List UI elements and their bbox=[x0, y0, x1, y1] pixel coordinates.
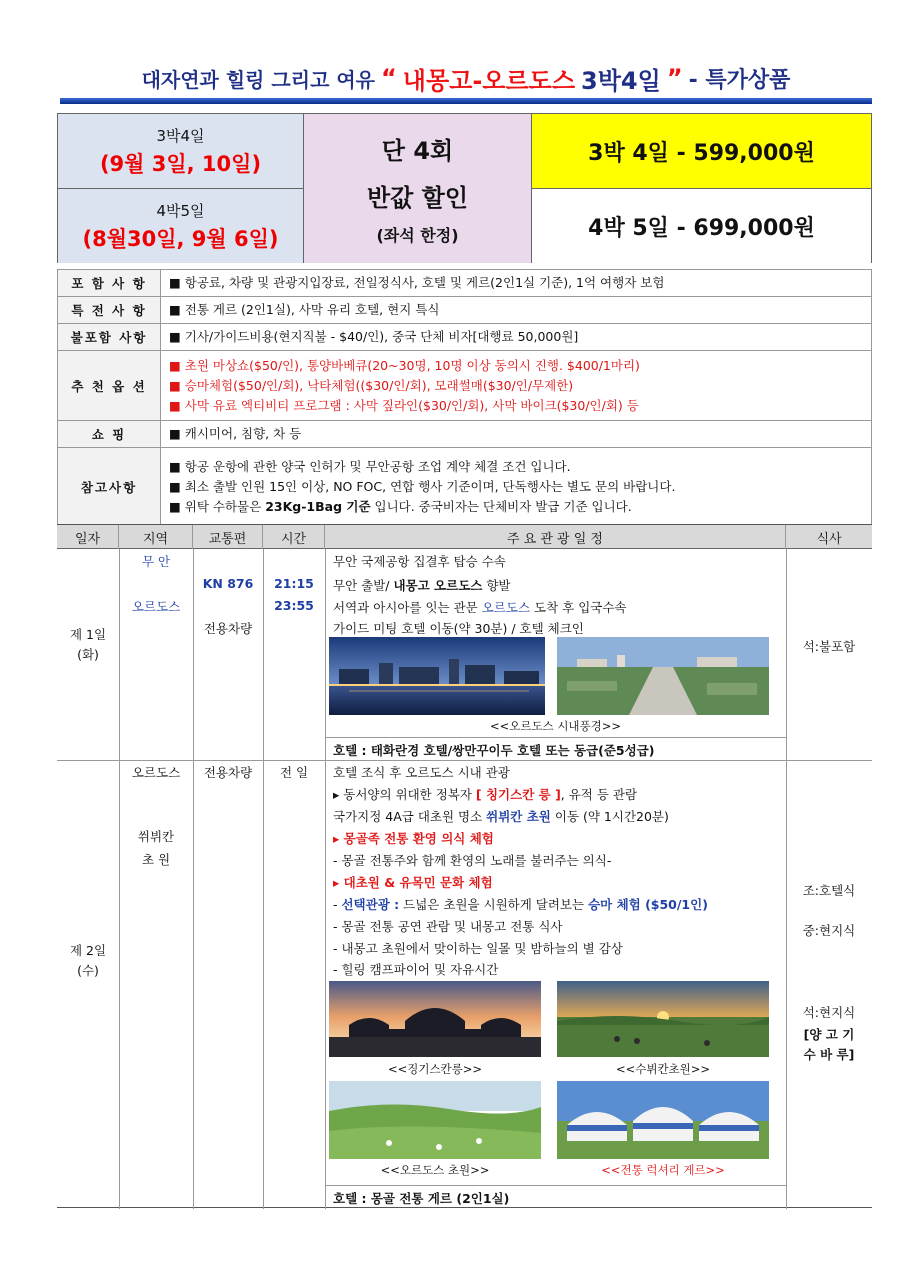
header-transport: 교통편 bbox=[193, 525, 263, 549]
schedule-header bbox=[57, 525, 872, 549]
day1-photo-caption: <<오르도스 시내풍경>> bbox=[489, 719, 622, 733]
hotel-divider bbox=[325, 1185, 786, 1186]
day2-line-3a: 국가지정 4A급 대초원 명소 bbox=[333, 809, 487, 824]
day1-line-3a: 서역과 아시아를 잇는 관문 bbox=[333, 600, 482, 615]
day2-line-3c: 이동 (약 1시간20분) bbox=[550, 809, 669, 824]
day1-region-muan: 무 안 bbox=[141, 554, 171, 569]
day2-line-7d: 승마 체험 ($50/1인) bbox=[588, 897, 708, 912]
header-itinerary: 주 요 관 광 일 정 bbox=[325, 525, 786, 549]
shopping-value: ■ 캐시미어, 침향, 차 등 bbox=[161, 421, 872, 448]
day1-line-4: 가이드 미팅 호텔 이동(약 30분) / 호텔 체크인 bbox=[333, 621, 584, 636]
day2-time: 전 일 bbox=[279, 765, 309, 780]
day2-line-2 bbox=[333, 785, 637, 803]
day1-line-3c: 도착 후 입국수속 bbox=[530, 600, 627, 615]
header-meal: 식사 bbox=[816, 531, 842, 547]
info-row-options bbox=[58, 351, 872, 421]
grassland-sunset-photo bbox=[557, 981, 769, 1057]
day2-region-grassland: 초 원 bbox=[141, 852, 171, 867]
page-title bbox=[60, 58, 872, 98]
day1-dow: (화) bbox=[77, 647, 99, 662]
option-3n4d-dates: (9월 3일, 10일) bbox=[99, 151, 262, 176]
options-label: 추 천 옵 션 bbox=[58, 351, 161, 421]
option-line: ■ 사막 유료 엑티비티 프로그램 : 사막 짚라인($30/인/회), 사막 바이크($30/인/회) 등 bbox=[169, 397, 639, 413]
info-table bbox=[57, 269, 872, 526]
option-4n5d-label: 4박5일 bbox=[156, 201, 205, 220]
title-name: 내몽고-오르도스 bbox=[402, 66, 576, 95]
day1-date: 제 1일 bbox=[69, 627, 107, 642]
ordos-grassland-photo bbox=[329, 1081, 541, 1159]
header-date: 일자 bbox=[57, 525, 119, 549]
price-4n5d bbox=[532, 189, 871, 263]
excluded-value: ■ 기사/가이드비용(현지직불 - $40/인), 중국 단체 비자[대행료 50,000원] bbox=[161, 324, 872, 351]
day1-line-2a: 무안 출발/ bbox=[333, 578, 394, 593]
day2-line-2a: ▸ 동서양의 위대한 정복자 bbox=[333, 787, 476, 802]
included-value: ■ 항공료, 차량 및 관광지입장료, 전일정식사, 호텔 및 게르(2인1실 기준), 1억 여행자 보험 bbox=[161, 270, 872, 297]
genghis-caption: <<징기스칸릉>> bbox=[387, 1062, 483, 1076]
options-value bbox=[161, 351, 872, 421]
day1-line-1: 무안 국제공항 집결후 탑승 수속 bbox=[333, 554, 506, 569]
day2-dow: (수) bbox=[77, 963, 99, 978]
header-region: 지역 bbox=[119, 525, 193, 549]
price-3n4d-text: 3박 4일 - 599,000원 bbox=[588, 140, 815, 166]
column-divider bbox=[325, 549, 326, 1209]
day2-line-2c: , 유적 등 관람 bbox=[560, 787, 638, 802]
special-value: ■ 전통 게르 (2인1실), 사막 유리 호텔, 현지 특식 bbox=[161, 297, 872, 324]
notes-value bbox=[161, 448, 872, 526]
luxury-ger-photo bbox=[557, 1081, 769, 1159]
shopping-label: 쇼 핑 bbox=[58, 421, 161, 448]
day2-region-xiritala: 쒸뷔칸 bbox=[137, 829, 175, 844]
day2-line-3b: 쒸뷔칸 초원 bbox=[486, 809, 551, 824]
day2-line-8: - 몽골 전통 공연 관람 및 내몽고 전통 식사 bbox=[333, 919, 563, 934]
info-row-notes bbox=[58, 448, 872, 526]
header-time: 시간 bbox=[263, 525, 325, 549]
ordos-grassland-caption: <<오르도스 초원>> bbox=[380, 1163, 490, 1177]
hotel-divider bbox=[325, 737, 786, 738]
info-row-excluded bbox=[58, 324, 872, 351]
promo-box bbox=[304, 114, 532, 263]
ordos-night-photo bbox=[329, 637, 545, 715]
column-divider bbox=[193, 549, 194, 1209]
day2-line-7c: 드넓은 초원을 시원하게 달려보는 bbox=[399, 897, 589, 912]
note-line: ■ 최소 출발 인원 15인 이상, NO FOC, 연합 행사 기준이며, 단독행사는 별도 문의 바랍니다. bbox=[169, 478, 676, 494]
title-underline bbox=[60, 98, 872, 104]
day1-line-3 bbox=[333, 598, 627, 616]
title-suffix: - 특가상품 bbox=[688, 67, 791, 93]
day2-line-3 bbox=[333, 807, 669, 825]
genghis-mausoleum-photo bbox=[329, 981, 541, 1057]
note-3-c: 입니다. 중국비자는 단체비자 발급 기준 입니다. bbox=[370, 498, 632, 514]
excluded-label: 불포함 사항 bbox=[58, 324, 161, 351]
day2-line-4: ▸ 몽골족 전통 환영 의식 체험 bbox=[333, 831, 494, 846]
option-line: ■ 초원 마상쇼($50/인), 통양바베큐(20~30명, 10명 이상 동의시 진행. $400/1마리) bbox=[169, 357, 640, 373]
day2-dinner: 석:현지식 bbox=[802, 1005, 856, 1020]
day1-line-2 bbox=[333, 576, 510, 594]
day2-vehicle: 전용차량 bbox=[203, 765, 253, 780]
day1-line-3b: 오르도스 bbox=[481, 600, 531, 615]
info-row-shopping bbox=[58, 421, 872, 448]
day2-lunch: 중:현지식 bbox=[802, 923, 856, 938]
note-3-baggage: 23Kg-1Bag 기준 bbox=[265, 498, 371, 514]
note-line: ■ 항공 운항에 관한 양국 인허가 및 무안공항 조업 계약 체결 조건 입니다. bbox=[169, 458, 571, 474]
promo-line-1: 단 4회 bbox=[381, 137, 454, 165]
day2-line-7b: 선택관광 : bbox=[341, 897, 400, 912]
luxury-ger-caption: <<전통 럭셔리 게르>> bbox=[601, 1163, 725, 1177]
day2-line-1: 호텔 조식 후 오르도스 시내 관광 bbox=[333, 765, 510, 780]
day2-date: 제 2일 bbox=[69, 943, 107, 958]
day1-region-ordos: 오르도스 bbox=[131, 599, 181, 614]
day2-hotel: 호텔 : 몽골 전통 게르 (2인1실) bbox=[333, 1191, 510, 1206]
day1-line-2c: 향발 bbox=[482, 578, 511, 593]
day2-line-10: - 힐링 캠프파이어 및 자유시간 bbox=[333, 962, 499, 977]
title-prefix: 대자연과 힐링 그리고 여유 bbox=[141, 67, 375, 92]
title-open-quote: “ bbox=[381, 64, 397, 92]
day1-hotel: 호텔 : 태화란경 호텔/쌍만꾸이두 호텔 또는 동급(준5성급) bbox=[333, 743, 655, 758]
price-3n4d bbox=[532, 114, 871, 189]
schedule-table bbox=[57, 524, 872, 1208]
day2-line-2b: [ 칭기스칸 릉 ] bbox=[475, 787, 561, 802]
day2-dinner-note-2: 수 바 루] bbox=[803, 1047, 855, 1062]
option-3n4d-label: 3박4일 bbox=[156, 126, 205, 145]
day-divider bbox=[57, 760, 872, 761]
info-row-special bbox=[58, 297, 872, 324]
option-4n5d-dates: (8월30일, 9월 6일) bbox=[82, 226, 279, 251]
promo-line-3: (좌석 한정) bbox=[376, 226, 459, 245]
option-3n4d bbox=[58, 114, 304, 189]
column-divider bbox=[263, 549, 264, 1209]
info-row-included bbox=[58, 270, 872, 297]
day2-line-7a: - bbox=[333, 897, 342, 912]
special-label: 특 전 사 항 bbox=[58, 297, 161, 324]
note-3-a: ■ 위탁 수하물은 bbox=[169, 498, 266, 514]
column-divider bbox=[119, 549, 120, 1209]
day2-line-9: - 내몽고 초원에서 맞이하는 일몰 및 밤하늘의 별 감상 bbox=[333, 941, 623, 956]
day1-time-depart: 21:15 bbox=[274, 576, 314, 591]
option-4n5d bbox=[58, 189, 304, 263]
day2-line-7 bbox=[333, 895, 708, 913]
included-label: 포 함 사 항 bbox=[58, 270, 161, 297]
day1-line-2b: 내몽고 오르도스 bbox=[393, 578, 483, 593]
day2-breakfast: 조:호텔식 bbox=[802, 883, 856, 898]
day2-line-5: - 몽골 전통주와 함께 환영의 노래를 불러주는 의식- bbox=[333, 853, 612, 868]
price-4n5d-text: 4박 5일 - 699,000원 bbox=[588, 215, 815, 241]
day1-vehicle: 전용차량 bbox=[203, 621, 253, 636]
promo-line-2: 반값 할인 bbox=[366, 184, 469, 212]
day1-meal: 석:불포함 bbox=[802, 639, 856, 654]
day2-dinner-note-1: [양 고 기 bbox=[803, 1027, 855, 1042]
ordos-aerial-photo bbox=[557, 637, 769, 715]
day2-line-6: ▸ 대초원 & 유목민 문화 체험 bbox=[333, 875, 493, 890]
day1-flight: KN 876 bbox=[202, 576, 254, 591]
notes-label: 참고사항 bbox=[58, 448, 161, 526]
option-line: ■ 승마체험($50/인/회), 낙타체험(($30/인/회), 모래썰매($30/인/무제한) bbox=[169, 377, 574, 393]
day1-time-arrive: 23:55 bbox=[274, 598, 314, 613]
grassland-caption: <<수뷔칸초원>> bbox=[615, 1062, 711, 1076]
day2-region-ordos: 오르도스 bbox=[131, 765, 181, 780]
price-box bbox=[57, 113, 872, 263]
title-close-quote: ” bbox=[666, 64, 683, 92]
title-duration: 3박4일 bbox=[581, 66, 661, 95]
note-line bbox=[169, 497, 863, 517]
